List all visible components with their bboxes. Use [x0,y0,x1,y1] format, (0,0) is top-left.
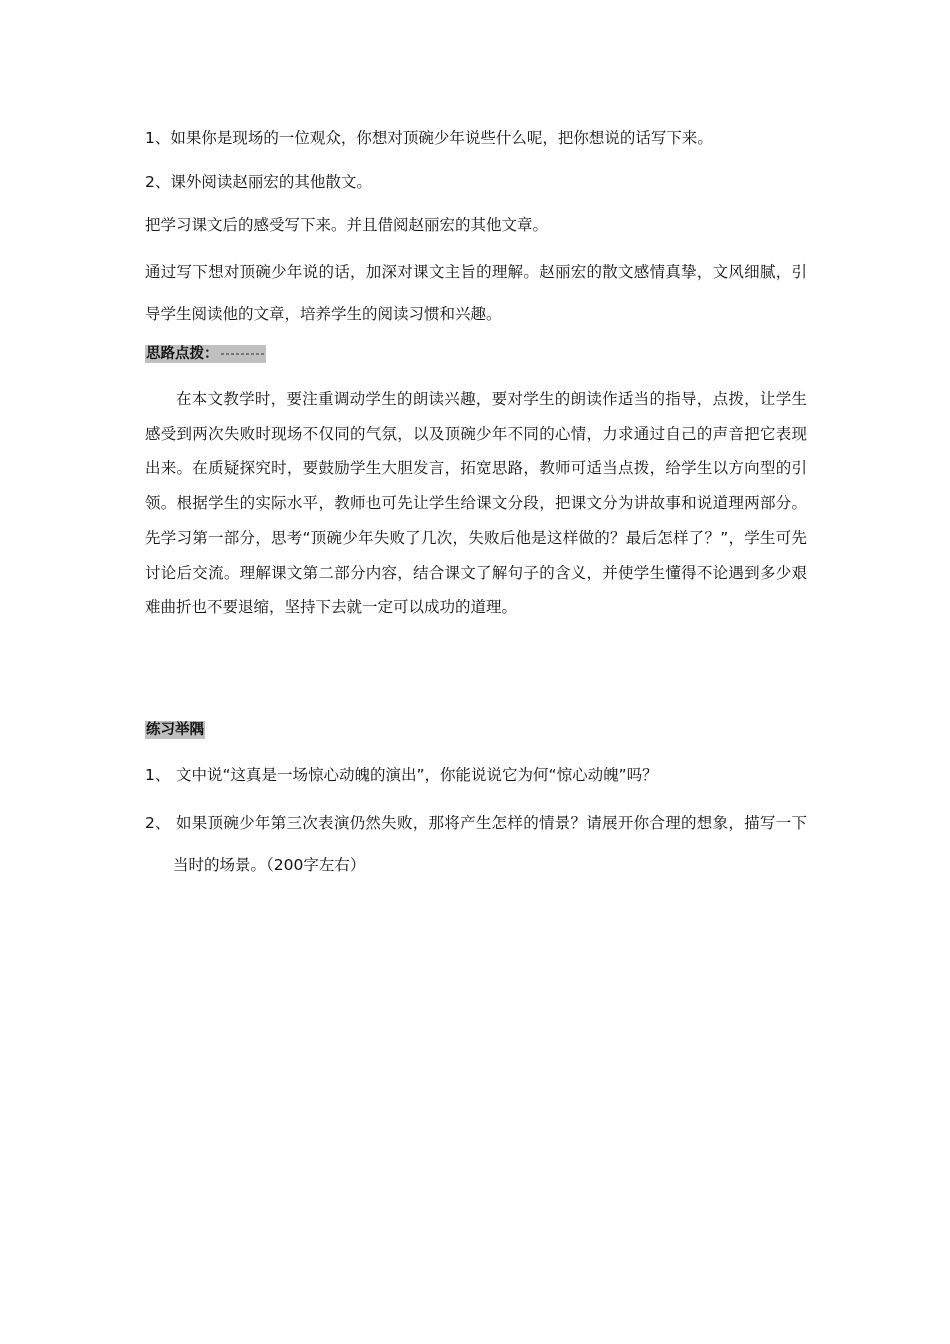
exercise-text: 文中说“这真是一场惊心动魄的演出”，你能说说它为何“惊心动魄”吗？ [176,766,658,784]
exercise-item-1 [145,758,807,792]
exercise-item-2 [145,802,807,886]
homework-item-2: 2、课外阅读赵丽宏的其他散文。 [145,173,372,191]
dotted-leader [221,353,265,355]
homework-item-1: 1、如果你是现场的一位观众，你想对顶碗少年说些什么呢，把你想说的话写下来。 [145,129,713,147]
guidance-heading [145,345,266,363]
design-intent-paragraph: 通过写下想对顶碗少年说的话，加深对课文主旨的理解。赵丽宏的散文感情真挚，文风细腻，引导学生阅读他的文章，培养学生的阅读习惯和兴趣。 [145,263,807,323]
exercise-text: 如果顶碗少年第三次表演仍然失败，那将产生怎样的情景？请展开你合理的想象，描写一下当时的场景。（200字左右） [173,814,807,874]
guidance-heading-text: 思路点拨： [146,346,219,362]
exercises-heading: 练习举隅 [146,722,204,738]
exercise-number: 1、 [145,766,171,784]
requirement-text: 把学习课文后的感受写下来。并且借阅赵丽宏的其他文章。 [145,216,549,234]
guidance-paragraph: 在本文教学时，要注重调动学生的朗读兴趣，要对学生的朗读作适当的指导，点拨，让学生感受到两次失败时现场不仅同的气氛，以及顶碗少年不同的心情，力求通过自己的声音把它表现出来。在质疑探究时，要鼓励学生大胆发言，拓宽思路，教师可适当点拨，给学生以方向型的引领。根据学生的实际水平，教师也可先让学生给课文分段，把课文分为讲故事和说道理两部分。先学习第一部分，思考“顶碗少年失败了几次，失败后他是这样做的？最后怎样了？”，学生可先讨论后交流。理解课文第二部分内容，结合课文了解句子的含义，并使学生懂得不论遇到多少艰难曲折也不要退缩，坚持下去就一定可以成功的道理。 [145,390,807,617]
exercise-number: 2、 [145,814,171,832]
